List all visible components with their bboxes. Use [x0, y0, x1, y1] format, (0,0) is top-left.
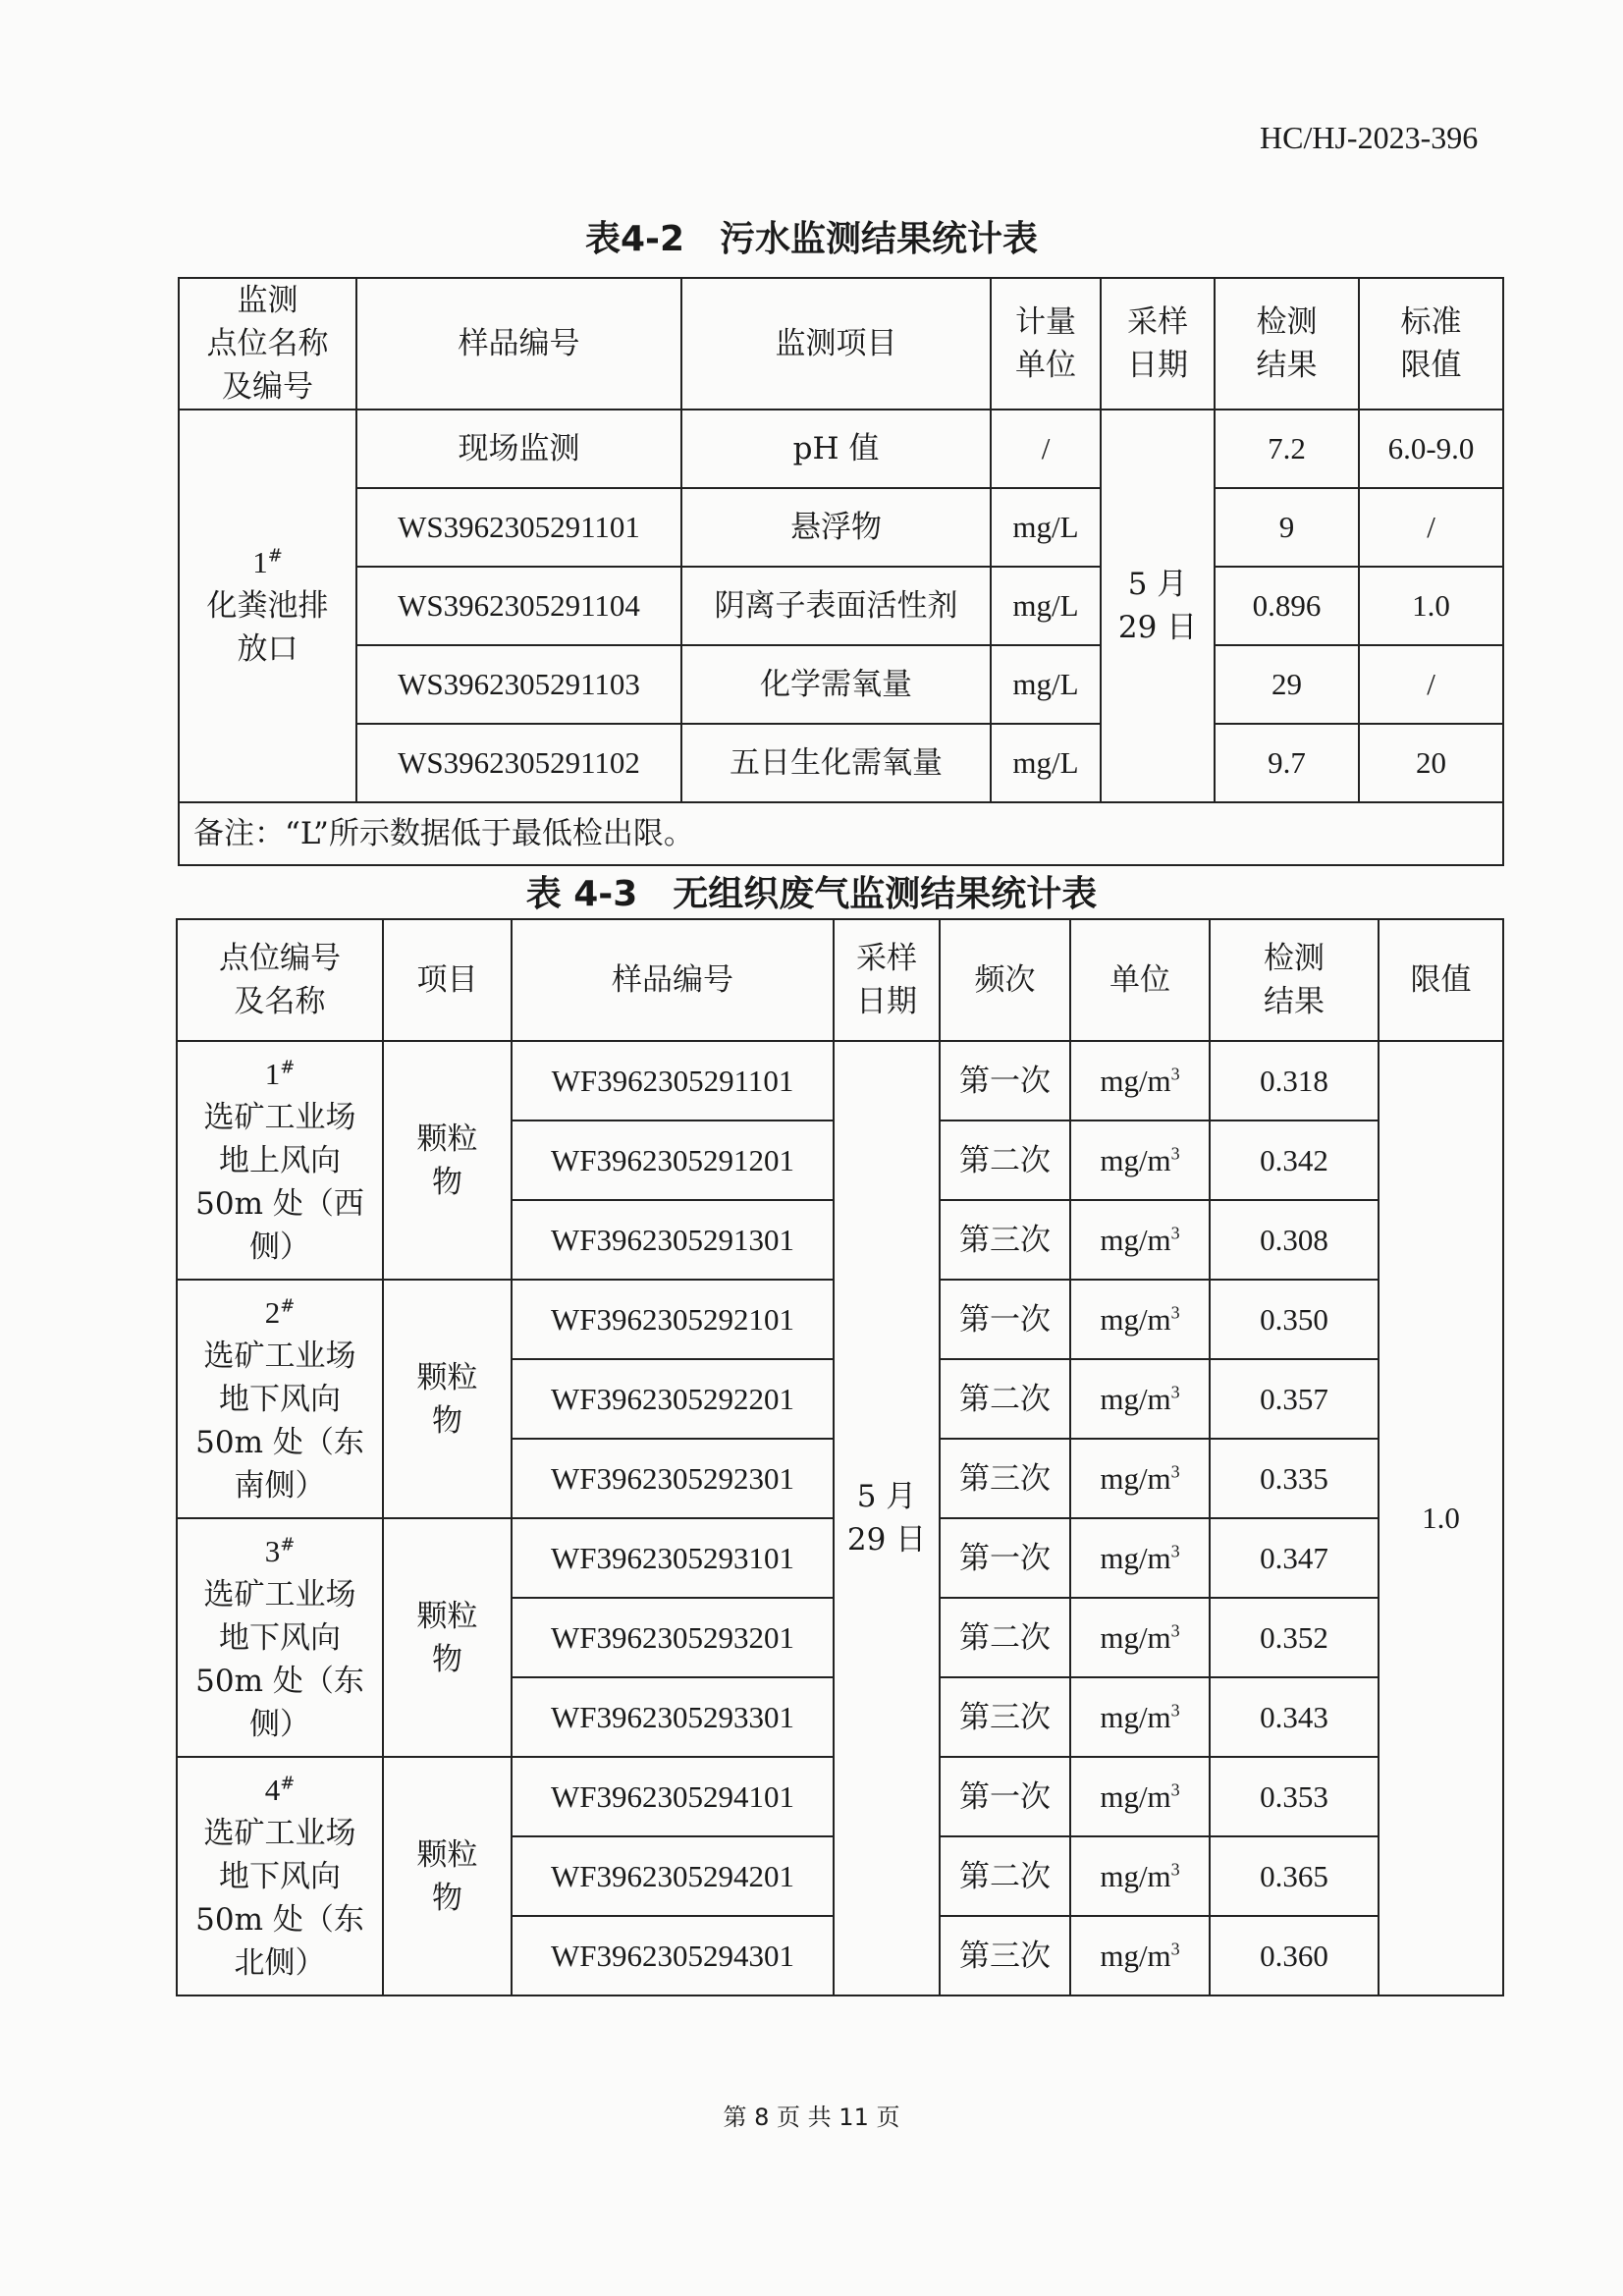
unit: $mg/m^3$ — [1070, 1916, 1210, 1995]
pollutant-item: 颗粒 物 — [383, 1518, 512, 1757]
header-frequency: 频次 — [940, 919, 1070, 1041]
sample-id: WF3962305293101 — [512, 1518, 834, 1598]
sample-id: WS3962305291101 — [356, 488, 681, 567]
frequency: 第三次 — [940, 1916, 1070, 1995]
unit: $mg/m^3$ — [1070, 1598, 1210, 1677]
header-point: 点位编号 及名称 — [177, 919, 383, 1041]
sample-id: WS3962305291104 — [356, 567, 681, 645]
header-unit: 单位 — [1070, 919, 1210, 1041]
frequency: 第一次 — [940, 1041, 1070, 1121]
result-value: 29 — [1215, 645, 1359, 724]
header-limit: 限值 — [1379, 919, 1503, 1041]
result-value: 0.350 — [1210, 1280, 1379, 1359]
unit: $mg/m^3$ — [1070, 1518, 1210, 1598]
frequency: 第一次 — [940, 1518, 1070, 1598]
unit: mg/L — [991, 645, 1101, 724]
table-note: 备注：“L”所示数据低于最低检出限。 — [179, 802, 1503, 865]
frequency: 第一次 — [940, 1757, 1070, 1836]
pollutant-item: 颗粒 物 — [383, 1280, 512, 1518]
result-value: 9.7 — [1215, 724, 1359, 802]
monitoring-point-cell: 2# 选矿工业场 地下风向 50m 处（东 南侧） — [177, 1280, 383, 1518]
unit: $mg/m^3$ — [1070, 1836, 1210, 1916]
page-number: 第 8 页 共 11 页 — [723, 2104, 900, 2131]
frequency: 第三次 — [940, 1439, 1070, 1518]
monitoring-item: 五日生化需氧量 — [681, 724, 991, 802]
result-value: 0.343 — [1210, 1677, 1379, 1757]
unit: mg/L — [991, 724, 1101, 802]
table-row — [177, 1041, 1503, 1121]
sampling-date: 5 月 29 日 — [834, 1041, 940, 1995]
sample-id: 现场监测 — [356, 410, 681, 488]
frequency: 第三次 — [940, 1677, 1070, 1757]
header-result: 检测 结果 — [1210, 919, 1379, 1041]
sample-id: WF3962305291101 — [512, 1041, 834, 1121]
unit: $mg/m^3$ — [1070, 1359, 1210, 1439]
sample-id: WS3962305291102 — [356, 724, 681, 802]
header-limit: 标准 限值 — [1359, 278, 1503, 410]
result-value: 0.360 — [1210, 1916, 1379, 1995]
unit: $mg/m^3$ — [1070, 1439, 1210, 1518]
header-item: 项目 — [383, 919, 512, 1041]
document-code: HC/HJ-2023-396 — [1260, 120, 1479, 155]
sample-id: WF3962305293301 — [512, 1677, 834, 1757]
table-row — [179, 488, 1503, 567]
monitoring-point-cell: 1# 选矿工业场 地上风向 50m 处（西 侧） — [177, 1041, 383, 1280]
result-value: 0.308 — [1210, 1200, 1379, 1280]
result-value: 9 — [1215, 488, 1359, 567]
sample-id: WF3962305292101 — [512, 1280, 834, 1359]
limit-value: 1.0 — [1359, 567, 1503, 645]
header-sample-id: 样品编号 — [512, 919, 834, 1041]
table-header-row — [177, 919, 1503, 1041]
monitoring-item: 悬浮物 — [681, 488, 991, 567]
header-point: 监测 点位名称 及编号 — [179, 278, 356, 410]
monitoring-point-cell: 4# 选矿工业场 地下风向 50m 处（东 北侧） — [177, 1757, 383, 1995]
result-value: 0.335 — [1210, 1439, 1379, 1518]
header-date: 采样 日期 — [1101, 278, 1215, 410]
result-value: 0.318 — [1210, 1041, 1379, 1121]
header-date: 采样 日期 — [834, 919, 940, 1041]
header-unit: 计量 单位 — [991, 278, 1101, 410]
result-value: 0.353 — [1210, 1757, 1379, 1836]
table-note-row — [179, 802, 1503, 865]
limit-value: 1.0 — [1379, 1041, 1503, 1995]
sample-id: WF3962305293201 — [512, 1598, 834, 1677]
monitoring-item: 化学需氧量 — [681, 645, 991, 724]
monitoring-point-cell: 3# 选矿工业场 地下风向 50m 处（东 侧） — [177, 1518, 383, 1757]
frequency: 第二次 — [940, 1359, 1070, 1439]
monitoring-item: pH 值 — [681, 410, 991, 488]
frequency: 第一次 — [940, 1280, 1070, 1359]
sample-id: WF3962305292201 — [512, 1359, 834, 1439]
header-result: 检测 结果 — [1215, 278, 1359, 410]
result-value: 0.342 — [1210, 1121, 1379, 1200]
unit: $mg/m^3$ — [1070, 1041, 1210, 1121]
sewage-monitoring-table — [178, 277, 1504, 866]
pollutant-item: 颗粒 物 — [383, 1757, 512, 1995]
result-value: 0.357 — [1210, 1359, 1379, 1439]
frequency: 第二次 — [940, 1598, 1070, 1677]
header-item: 监测项目 — [681, 278, 991, 410]
limit-value: / — [1359, 488, 1503, 567]
monitoring-point-cell: 1# 化粪池排 放口 — [179, 410, 356, 802]
sample-id: WS3962305291103 — [356, 645, 681, 724]
table-row — [179, 410, 1503, 488]
table-row — [179, 645, 1503, 724]
pollutant-item: 颗粒 物 — [383, 1041, 512, 1280]
sample-id: WF3962305294201 — [512, 1836, 834, 1916]
result-value: 0.365 — [1210, 1836, 1379, 1916]
limit-value: 6.0-9.0 — [1359, 410, 1503, 488]
unit: $mg/m^3$ — [1070, 1280, 1210, 1359]
sample-id: WF3962305291301 — [512, 1200, 834, 1280]
unit: $mg/m^3$ — [1070, 1677, 1210, 1757]
sample-id: WF3962305291201 — [512, 1121, 834, 1200]
limit-value: 20 — [1359, 724, 1503, 802]
frequency: 第三次 — [940, 1200, 1070, 1280]
limit-value: / — [1359, 645, 1503, 724]
table-row — [179, 567, 1503, 645]
result-value: 7.2 — [1215, 410, 1359, 488]
table-4-2-title: 表4-2 污水监测结果统计表 — [584, 219, 1039, 259]
sample-id: WF3962305294101 — [512, 1757, 834, 1836]
result-value: 0.352 — [1210, 1598, 1379, 1677]
sample-id: WF3962305292301 — [512, 1439, 834, 1518]
result-value: 0.896 — [1215, 567, 1359, 645]
monitoring-item: 阴离子表面活性剂 — [681, 567, 991, 645]
table-row — [179, 724, 1503, 802]
fugitive-gas-monitoring-table — [176, 918, 1504, 1996]
result-value: 0.347 — [1210, 1518, 1379, 1598]
unit: $mg/m^3$ — [1070, 1757, 1210, 1836]
table-header-row — [179, 278, 1503, 410]
unit: / — [991, 410, 1101, 488]
frequency: 第二次 — [940, 1836, 1070, 1916]
sampling-date: 5 月 29 日 — [1101, 410, 1215, 802]
unit: mg/L — [991, 488, 1101, 567]
unit: $mg/m^3$ — [1070, 1121, 1210, 1200]
unit: $mg/m^3$ — [1070, 1200, 1210, 1280]
unit: mg/L — [991, 567, 1101, 645]
sample-id: WF3962305294301 — [512, 1916, 834, 1995]
header-sample-id: 样品编号 — [356, 278, 681, 410]
frequency: 第二次 — [940, 1121, 1070, 1200]
table-4-3-title: 表 4-3 无组织废气监测结果统计表 — [525, 874, 1098, 914]
